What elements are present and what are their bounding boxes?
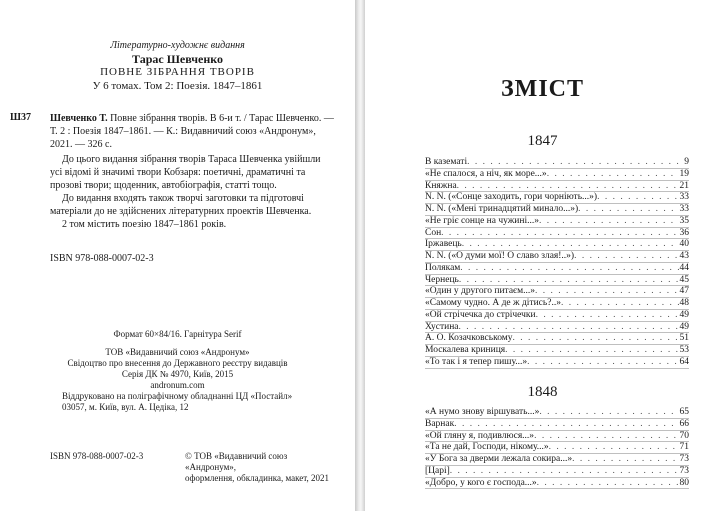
toc-entry-page: 21 <box>679 180 689 191</box>
toc-entry <box>425 298 689 310</box>
printer-line: Віддруковано на поліграфічному обладнанні ЦД «Постайл» <box>62 391 293 401</box>
toc-entry-page: 66 <box>679 418 689 429</box>
toc-entry <box>425 431 689 443</box>
toc-entry-page: 36 <box>679 227 689 238</box>
toc-entry-title: N. N. («О думи мої! О славо злая!..») <box>425 251 575 261</box>
toc-leader-dots <box>527 357 678 368</box>
toc-entry-title: «У Бога за дверми лежала сокира...» <box>425 454 573 464</box>
annotation <box>50 153 335 231</box>
toc-entry-page: 64 <box>679 356 689 367</box>
toc-entry-title: Іржавець <box>425 239 462 250</box>
toc-entry <box>425 310 689 322</box>
toc-entry <box>425 466 689 478</box>
copyright <box>185 451 335 484</box>
toc-entry <box>425 181 689 193</box>
toc-entry-page: 9 <box>684 157 689 167</box>
toc-leader-dots <box>441 228 678 239</box>
toc-entry-title: «Не гріє сонце на чужині...» <box>425 215 539 226</box>
annotation-paragraph: 2 том містить поезію 1847–1861 років. <box>62 219 227 230</box>
bibliographic-record <box>50 112 335 151</box>
printer-address: 03057, м. Київ, вул. А. Цедіка, 12 <box>62 402 189 412</box>
toc-entry-title: N. N. («Мені тринадцятий минало...») <box>425 204 579 214</box>
toc-entry-page: 48 <box>679 298 689 308</box>
toc-entry <box>425 239 689 251</box>
publisher-line: Серія ДК № 4970, Київ, 2015 <box>121 369 234 379</box>
toc-entry-title: «Ой гляну я, подивлюся...» <box>425 430 535 441</box>
toc-leader-dots <box>457 181 679 192</box>
toc-leader-dots <box>450 466 679 477</box>
toc-entry-page: 49 <box>679 309 689 320</box>
toc-entry <box>425 357 689 369</box>
biblio-line: 2021. — 326 с. <box>50 139 112 150</box>
toc-entry-page: 33 <box>679 192 689 203</box>
copyright-line: оформлення, обкладинка, макет, 2021 <box>185 473 330 483</box>
toc-leader-dots <box>534 431 678 442</box>
toc-entry-page: 71 <box>679 442 689 453</box>
toc-leader-dots <box>597 192 678 203</box>
toc-entry-title: «А нумо знову віршувать...» <box>425 407 540 417</box>
toc-leader-dots <box>459 275 679 286</box>
work-title: ПОВНЕ ЗІБРАННЯ ТВОРІВ <box>100 66 255 78</box>
toc-entry-page: 73 <box>679 465 689 476</box>
annotation-paragraph: До цього видання зібрання творів Тараса Шевченка увійшли усі відомі й значимі твори Кобзаря: поетичні, драматичні та прозові твори; щоденник, автобіографія, статті тощо. <box>50 154 321 191</box>
toc-leader-dots <box>561 298 679 309</box>
toc-list <box>425 407 689 489</box>
format-line: Формат 60×84/16. Гарнітура Serif <box>113 329 242 339</box>
genre-label: Літературно-художнє видання <box>110 40 245 51</box>
toc-entry-title: Хустина <box>425 321 459 332</box>
toc-title: ЗМІСТ <box>501 76 584 102</box>
toc-entry-title: Сон <box>425 227 442 238</box>
toc-entry-page: 43 <box>679 251 689 261</box>
toc-leader-dots <box>572 454 678 465</box>
publisher-info <box>0 347 355 391</box>
toc-entry <box>425 478 689 490</box>
toc-entry-title: Полякам <box>425 262 461 273</box>
right-page <box>365 0 720 511</box>
toc-entry-page: 47 <box>679 286 689 297</box>
toc-entry-title: Княжна <box>425 180 457 191</box>
toc-entry <box>425 216 689 228</box>
toc-entry <box>425 263 689 275</box>
left-page <box>0 0 355 511</box>
toc-entry-title: Чернець <box>425 274 459 285</box>
toc-leader-dots <box>513 333 679 344</box>
printer-info <box>62 391 322 413</box>
toc-entry <box>425 169 689 181</box>
annotation-paragraph: До видання входять також творчі заготовки та підготовчі матеріали до не здійснених літературних проектів Шевченка. <box>50 193 312 217</box>
udc-code: Ш37 <box>10 112 31 123</box>
toc-entry-page: 19 <box>679 168 689 179</box>
toc-leader-dots <box>574 251 678 262</box>
biblio-author: Шевченко Т. <box>50 113 108 124</box>
toc-entry-page: 49 <box>679 321 689 332</box>
toc-entry <box>425 407 689 419</box>
toc-leader-dots <box>547 169 679 180</box>
toc-entry <box>425 157 689 169</box>
year-heading: 1848 <box>527 384 558 400</box>
toc-entry <box>425 419 689 431</box>
toc-leader-dots <box>539 216 679 227</box>
toc-entry-title: А. О. Козачковському <box>425 333 513 344</box>
toc-entry-title: «То так і я тепер пишу...» <box>425 356 528 367</box>
biblio-line: Повне зібрання творів. В 6-и т. / Тарас Шевченко. — <box>107 113 334 124</box>
isbn: ISBN 978-088-0007-02-3 <box>50 253 154 264</box>
toc-entry-title: «Один у другого питаєм...» <box>425 286 536 297</box>
toc-entry-title: N. N. («Сонце заходить, гори чорніють...») <box>425 192 598 203</box>
toc-leader-dots <box>467 157 683 168</box>
toc-entry <box>425 333 689 345</box>
toc-entry-page: 51 <box>679 333 689 344</box>
volume-line: У 6 томах. Том 2: Поезія. 1847–1861 <box>92 80 263 92</box>
publisher-website: andronum.com <box>150 380 205 390</box>
toc-leader-dots <box>454 419 678 430</box>
author-name: Тарас Шевченко <box>132 52 223 66</box>
toc-leader-dots <box>549 442 679 453</box>
toc-entry-title: Варнак <box>425 418 455 429</box>
toc-entry-page: 73 <box>679 454 689 464</box>
toc-entry <box>425 345 689 357</box>
toc-entry-page: 35 <box>679 215 689 226</box>
toc-leader-dots <box>578 204 678 215</box>
toc-leader-dots <box>460 263 678 274</box>
toc-entry-title: «Добро, у кого є господа...» <box>425 477 537 488</box>
toc-entry <box>425 228 689 240</box>
year-heading: 1847 <box>527 133 558 149</box>
toc-entry-title: [Царі] <box>425 465 450 476</box>
toc-entry-title: «Самому чудно. А де ж дітись?..» <box>425 298 561 308</box>
toc-entry-title: В казематі <box>425 157 468 167</box>
toc-entry-page: 33 <box>679 204 689 214</box>
toc-entry <box>425 442 689 454</box>
toc-entry-title: «Не спалося, а ніч, як море...» <box>425 168 547 179</box>
toc-entry <box>425 322 689 334</box>
toc-entry <box>425 275 689 287</box>
toc-entry-page: 40 <box>679 239 689 250</box>
book-gutter <box>355 0 365 511</box>
toc-entry-title: Москалева криниця <box>425 345 506 355</box>
toc-entry <box>425 204 689 216</box>
publisher-line: ТОВ «Видавничий союз «Андронум» <box>105 347 250 357</box>
copyright-line: © ТОВ «Видавничий союз «Андронум», <box>185 451 288 472</box>
toc-entry-title: «Ой стрічечка до стрічечки <box>425 309 536 320</box>
toc-entry-page: 70 <box>679 430 689 441</box>
toc-entry-page: 80 <box>679 477 689 488</box>
toc-leader-dots <box>535 286 678 297</box>
toc-leader-dots <box>462 239 679 250</box>
toc-entry-page: 53 <box>679 345 689 355</box>
toc-leader-dots <box>459 322 679 333</box>
toc-entry <box>425 454 689 466</box>
toc-entry-page: 45 <box>679 274 689 285</box>
toc-list <box>425 157 689 369</box>
toc-entry <box>425 192 689 204</box>
biblio-line: Т. 2 : Поезія 1847–1861. — К.: Видавничий союз «Андронум», <box>50 126 316 137</box>
toc-entry <box>425 286 689 298</box>
publisher-line: Свідоцтво про внесення до Державного реєстру видавців <box>67 358 288 368</box>
toc-entry-title: «Та не дай, Господи, нікому...» <box>425 442 549 453</box>
toc-leader-dots <box>536 310 679 321</box>
toc-leader-dots <box>537 478 679 489</box>
toc-leader-dots <box>539 407 678 418</box>
toc-entry-page: 65 <box>679 407 689 417</box>
toc-leader-dots <box>505 345 678 356</box>
toc-entry <box>425 251 689 263</box>
toc-entry-page: 44 <box>679 262 689 273</box>
isbn-footer: ISBN 978-088-0007-02-3 <box>50 451 144 461</box>
